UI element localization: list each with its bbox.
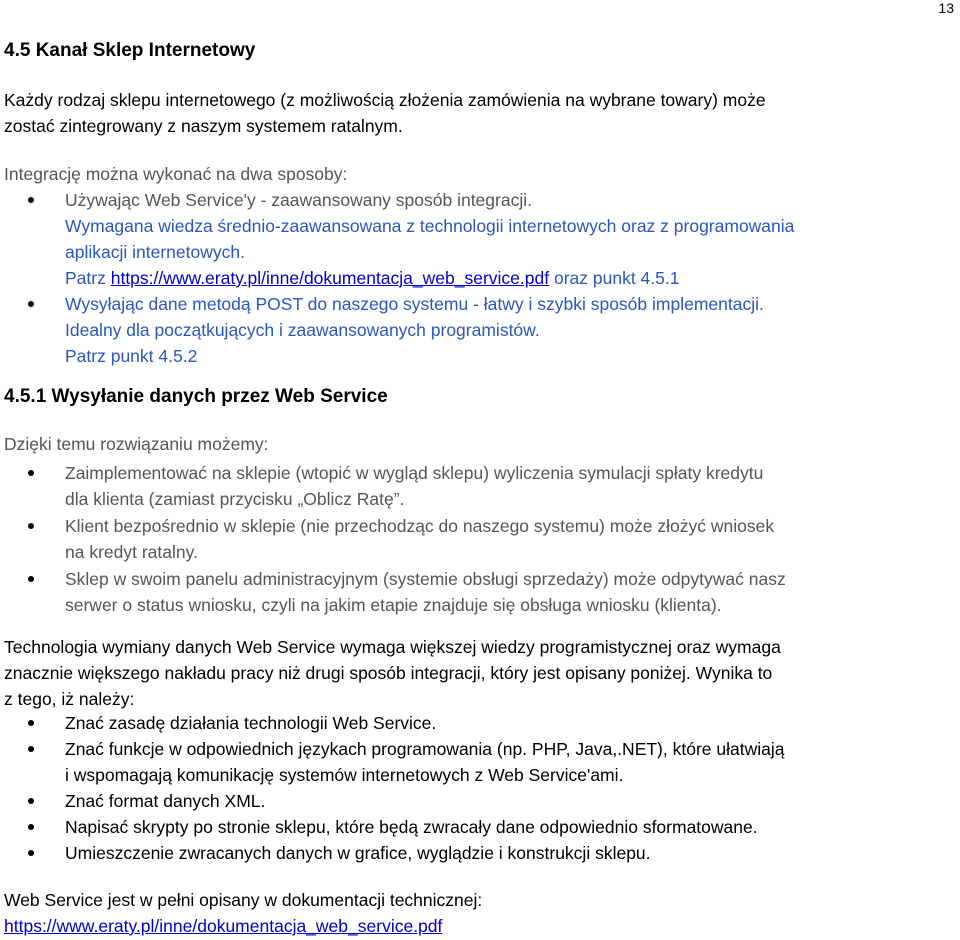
list-item [0,513,786,539]
tech-line: Technologia wymiany danych Web Service wymaga większej wiedzy programistycznej oraz wymaga [4,637,781,657]
tech-line: z tego, iż należy: [4,689,135,709]
benefit-line: Zaimplementować na sklepie (wtopić w wygląd sklepu) wyliczenia symulacji spłaty kredytu [65,463,764,483]
list-item [0,291,794,317]
intro-line: zostać zintegrowany z naszym systemem ratalnym. [4,116,403,136]
list-item [0,814,784,840]
list-item [0,840,784,866]
section-heading-4-5: 4.5 Kanał Sklep Internetowy [4,40,256,61]
method1-line: aplikacji internetowych. [65,242,245,262]
benefit-line: Klient bezpośrednio w sklepie (nie przechodząc do naszego systemu) może złożyć wniosek [65,516,775,536]
method1-line: Wymagana wiedza średnio-zaawansowana z technologii internetowych oraz z programowania [65,216,795,236]
documentation-paragraph [4,887,482,939]
list-item-continuation [0,762,784,788]
list-item [0,736,784,762]
documentation-link[interactable]: https://www.eraty.pl/inne/dokumentacja_web_service.pdf [110,268,550,288]
list-item-continuation [0,539,786,565]
list-item-continuation [0,317,794,343]
benefit-line: dla klienta (zamiast przycisku „Oblicz Ratę”. [65,489,405,509]
requirement-text: i wspomagają komunikację systemów internetowych z Web Service'ami. [65,765,624,785]
integration-methods-list [0,187,794,369]
benefits-intro: Dzięki temu rozwiązaniu możemy: [4,434,269,454]
documentation-link[interactable]: https://www.eraty.pl/inne/dokumentacja_web_service.pdf [4,916,443,936]
method2-line: Idealny dla początkujących i zaawansowanych programistów. [65,320,540,340]
requirement-text: Znać format danych XML. [65,791,266,811]
list-item [0,710,784,736]
list-item-continuation [0,239,794,265]
list-item-continuation [0,343,794,369]
tech-line: znacznie większego nakładu pracy niż drugi sposób integracji, który jest opisany poniżej. Wynika to [4,663,773,683]
see-suffix: oraz punkt 4.5.1 [549,268,680,288]
list-item [0,566,786,592]
list-item-continuation [0,592,786,618]
see-prefix: Patrz [65,268,111,288]
list-item-continuation [0,265,794,291]
documentation-note: Web Service jest w pełni opisany w dokumentacji technicznej: [4,890,483,910]
benefits-list [0,460,786,618]
method1-line: Używając Web Service'y - zaawansowany sposób integracji. [65,190,532,210]
benefit-line: na kredyt ratalny. [65,542,198,562]
benefit-line: Sklep w swoim panelu administracyjnym (systemie obsługi sprzedaży) może odpytywać nasz [65,569,786,589]
method2-line: Patrz punkt 4.5.2 [65,346,198,366]
requirement-text: Znać zasadę działania technologii Web Service. [65,713,437,733]
requirements-list [0,710,784,866]
requirement-text: Napisać skrypty po stronie sklepu, które będą zwracały dane odpowiednio sformatowane. [65,817,758,837]
list-item-continuation [0,486,786,512]
requirement-text: Znać funkcje w odpowiednich językach programowania (np. PHP, Java,.NET), które ułatwiają [65,739,785,759]
page-number: 13 [938,0,954,16]
list-item [0,187,794,213]
section-heading-4-5-1: 4.5.1 Wysyłanie danych przez Web Service [4,386,388,407]
technology-paragraph [4,634,781,712]
integration-intro: Integrację można wykonać na dwa sposoby: [4,164,348,184]
list-item-continuation [0,213,794,239]
method2-line: Wysyłając dane metodą POST do naszego systemu - łatwy i szybki sposób implementacji. [65,294,764,314]
list-item [0,788,784,814]
list-item [0,460,786,486]
requirement-text: Umieszczenie zwracanych danych w grafice, wyglądzie i konstrukcji sklepu. [65,843,651,863]
benefit-line: serwer o status wniosku, czyli na jakim etapie znajduje się obsługa wniosku (klienta). [65,595,722,615]
intro-line: Każdy rodzaj sklepu internetowego (z możliwością złożenia zamówienia na wybrane towary) może [4,90,766,110]
intro-paragraph [4,87,766,139]
